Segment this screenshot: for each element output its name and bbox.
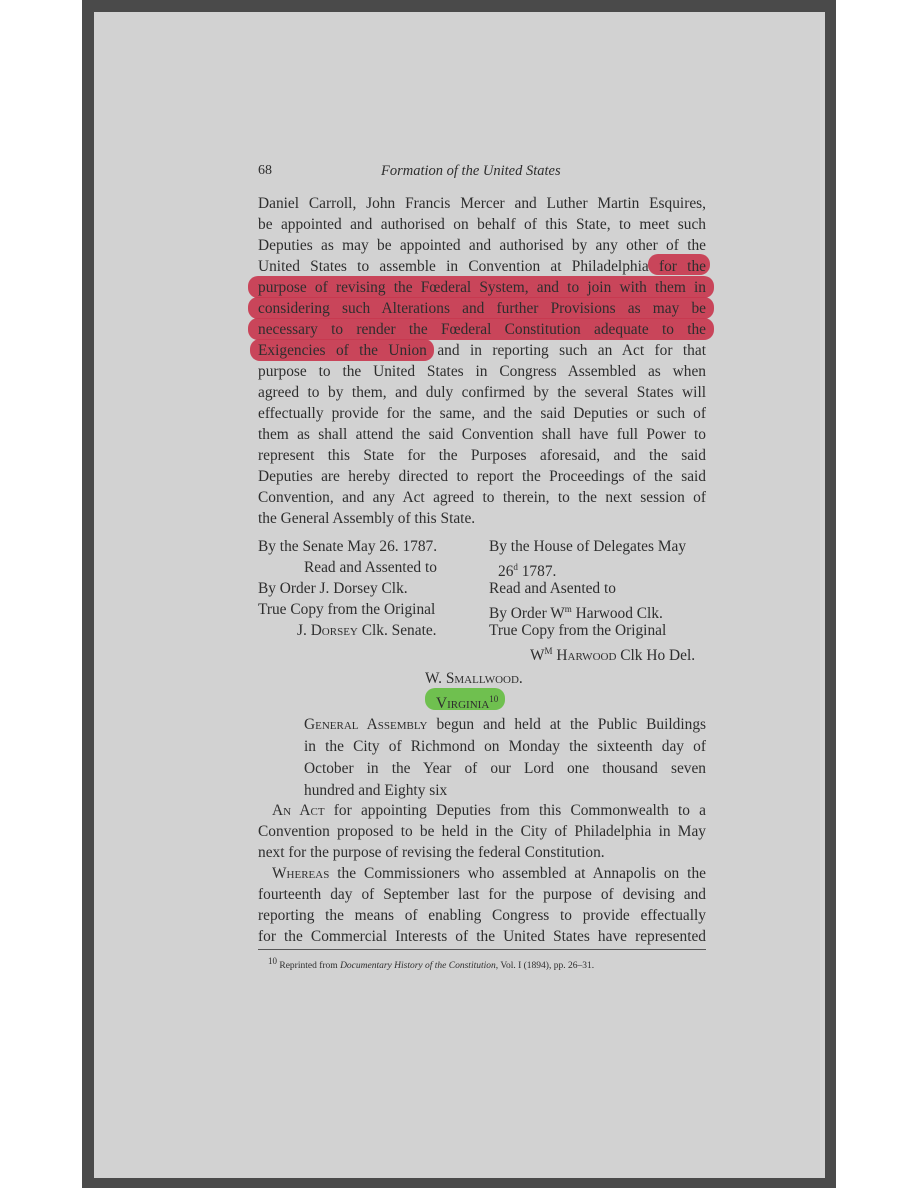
text-span: By Order W [489, 605, 565, 623]
clerk-name: Dorsey [310, 622, 358, 639]
highlighted-text: necessary to render the Fœderal Constitution adequate to the [258, 321, 706, 338]
text-line: effectually provide for the same, and the said Deputies or such of [258, 405, 706, 422]
page-number: 68 [258, 163, 272, 178]
text-line: purpose to the United States in Congress Assembled as when [258, 363, 706, 380]
footnote-number: 10 [268, 956, 277, 966]
text-line: Read and Asented to [489, 580, 616, 597]
text-span: Harwood Clk. [571, 605, 663, 623]
text-line: Deputies are hereby directed to report the Proceedings of the said [258, 468, 706, 485]
text-line: By the House of Delegates May [489, 538, 687, 555]
text-span: and in reporting such an Act for that [437, 342, 706, 359]
running-title: Formation of the United States [381, 163, 561, 179]
text-span: begun and held at the Public Buildings [427, 716, 706, 733]
text-line: By Order J. Dorsey Clk. [258, 580, 408, 597]
text-span: Reprinted from [277, 961, 341, 972]
footnote-reference: 10 [489, 694, 499, 704]
document-page [94, 12, 825, 1178]
clerk-name: Harwood [552, 647, 617, 665]
text-line [258, 256, 706, 277]
text-line: hundred and Eighty six [304, 782, 448, 799]
text-span: United States to assemble in Convention at Philadelphia [258, 258, 649, 275]
text-line [272, 800, 706, 821]
superscript: d [513, 562, 518, 572]
text-line: Deputies as may be appointed and authorised by any other of the [258, 237, 706, 254]
footnote [268, 956, 594, 971]
text-line: fourteenth day of September last for the purpose of devising and [258, 886, 706, 903]
superscript: m [564, 604, 572, 614]
text-span: for appointing Deputies from this Commonwealth to a [324, 802, 706, 819]
text-line: reporting the means of enabling Congress to provide effectually [258, 907, 706, 924]
text-span: Clk Ho Del. [616, 647, 696, 665]
text-line: Read and Assented to [304, 559, 437, 576]
text-span: General Assembly [304, 716, 428, 733]
text-line: October in the Year of our Lord one thousand seven [304, 760, 706, 777]
text-span: Vol. I (1894), pp. 26–31. [498, 961, 595, 972]
text-span: W [530, 647, 545, 665]
text-span: 26 [498, 563, 514, 581]
text-line: True Copy from the Original [489, 622, 667, 639]
text-span: the Commissioners who assembled at Annapolis on the [329, 865, 706, 882]
text-line: for the Commercial Interests of the United States have represented [258, 928, 706, 945]
text-line [530, 641, 695, 666]
text-line: be appointed and authorised on behalf of this State, to meet such [258, 216, 706, 233]
text-line: represent this State for the Purposes aforesaid, and the said [258, 447, 706, 464]
text-line: in the City of Richmond on Monday the sixteenth day of [304, 738, 706, 755]
text-line [258, 340, 706, 361]
text-line: agreed to by them, and duly confirmed by the several States will [258, 384, 706, 401]
text-span: An Act [272, 802, 325, 819]
text-line: True Copy from the Original [258, 601, 436, 618]
text-span: Clk. Senate. [357, 622, 437, 639]
highlighted-text: Exigencies of the Union [258, 342, 427, 359]
section-heading-virginia [436, 689, 498, 714]
text-span: W. [425, 670, 446, 687]
text-span: 1787. [517, 563, 557, 581]
text-span: Smallwood. [445, 670, 523, 687]
text-line: Convention proposed to be held in the City of Philadelphia in May [258, 823, 706, 840]
superscript: M [544, 646, 553, 656]
highlighted-text: considering such Alterations and further Provisions as may be [258, 300, 706, 317]
text-line: By the Senate May 26. 1787. [258, 538, 438, 555]
signature-smallwood [425, 668, 523, 689]
section-title: Virginia [436, 695, 490, 713]
text-line: them as shall attend the said Convention shall have full Power to [258, 426, 706, 443]
text-line [272, 863, 706, 884]
text-span: J. [297, 622, 311, 639]
footnote-source-title: Documentary History of the Constitution, [340, 961, 499, 972]
text-line: the General Assembly of this State. [258, 510, 476, 527]
text-line [297, 620, 437, 641]
footnote-divider [258, 949, 706, 950]
text-line: next for the purpose of revising the federal Constitution. [258, 844, 605, 861]
text-span: Whereas [272, 865, 330, 882]
text-line: Daniel Carroll, John Francis Mercer and Luther Martin Esquires, [258, 195, 706, 212]
text-line [304, 714, 706, 735]
text-line: Convention, and any Act agreed to therein, to the next session of [258, 489, 706, 506]
highlighted-text: purpose of revising the Fœderal System, and to join with them in [258, 279, 706, 296]
highlighted-text: for the [658, 258, 706, 275]
